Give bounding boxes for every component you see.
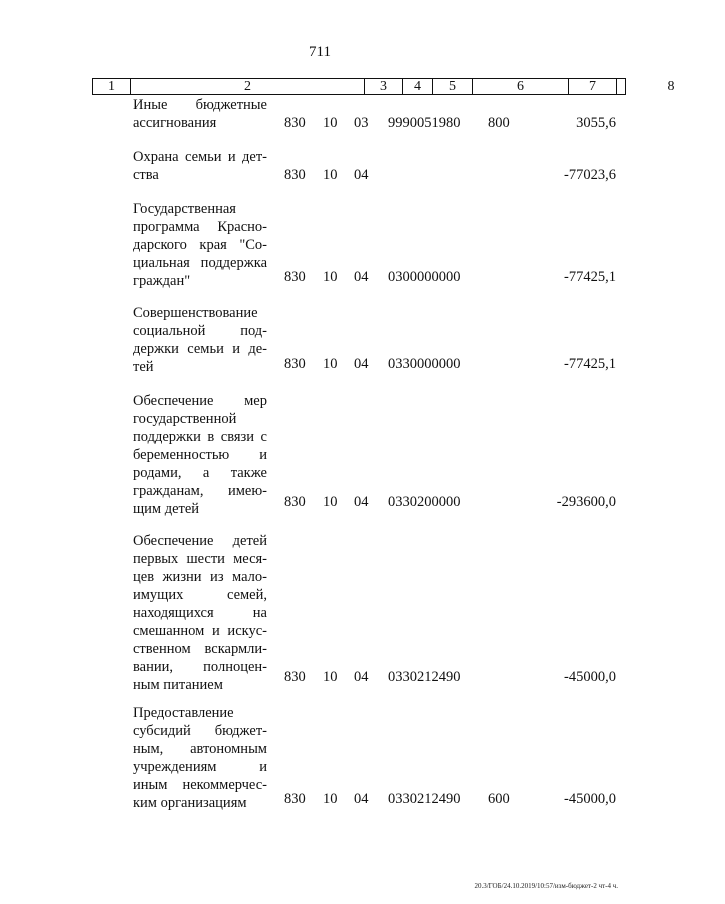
row-name-line: первых шести меся- <box>133 551 267 567</box>
row-name-line: ким организациям <box>133 795 247 811</box>
row-name-line: Обеспечение детей <box>133 533 267 549</box>
col-6-value: 0330212490 <box>388 669 461 685</box>
row-name-line: цев жизни из мало- <box>133 569 267 585</box>
row-name-line: гражданам, имею- <box>133 483 267 499</box>
col-6-value: 0330000000 <box>388 356 461 372</box>
row-name <box>133 704 267 812</box>
row-name-line: Предоставление <box>133 705 234 721</box>
col-7-value: 800 <box>488 115 510 131</box>
col-6-value: 9990051980 <box>388 115 461 131</box>
footer-note: 20.3/ГОБ/24.10.2019/10:57/изм-бюджет-2 чт-4 ч. <box>474 882 618 890</box>
col-4-value: 10 <box>323 669 338 685</box>
col-6-value: 0300000000 <box>388 269 461 285</box>
col-4-value: 10 <box>323 791 338 807</box>
col-5-value: 04 <box>354 269 369 285</box>
row-name-line: иным некоммерчес- <box>133 777 267 793</box>
col-8-value: -77023,6 <box>564 167 616 183</box>
row-name-line: Обеспечение мер <box>133 393 267 409</box>
header-col-2: 2 <box>131 79 365 94</box>
row-name-line: ства <box>133 167 159 183</box>
table-header-row <box>92 78 675 95</box>
row-name-line: поддержки в связи с <box>133 429 267 445</box>
col-7-value: 600 <box>488 791 510 807</box>
col-5-value: 04 <box>354 791 369 807</box>
row-name-line: дарского края "Со- <box>133 237 267 253</box>
col-3-value: 830 <box>284 791 306 807</box>
row-name-line: Охрана семьи и дет- <box>133 149 267 165</box>
row-name-line: ственном вскармли- <box>133 641 267 657</box>
header-col-8: 8 <box>667 79 675 94</box>
row-name-line: ным, автономным <box>133 741 267 757</box>
col-4-value: 10 <box>323 115 338 131</box>
row-name-line: щим детей <box>133 501 200 517</box>
row-name-line: Государственная <box>133 201 236 217</box>
row-name-line: беременностью и <box>133 447 267 463</box>
col-4-value: 10 <box>323 494 338 510</box>
col-3-value: 830 <box>284 269 306 285</box>
row-name <box>133 96 267 132</box>
row-name-line: смешанном и искус- <box>133 623 267 639</box>
row-name-line: Совершенствование <box>133 305 258 321</box>
col-5-value: 03 <box>354 115 369 131</box>
col-3-value: 830 <box>284 115 306 131</box>
col-5-value: 04 <box>354 167 369 183</box>
row-name-line: учреждениям и <box>133 759 267 775</box>
header-col-7: 7 <box>569 79 617 94</box>
col-3-value: 830 <box>284 669 306 685</box>
row-name-line: граждан" <box>133 273 191 289</box>
header-col-3: 3 <box>365 79 403 94</box>
row-name-line: тей <box>133 359 154 375</box>
col-4-value: 10 <box>323 356 338 372</box>
col-5-value: 04 <box>354 494 369 510</box>
col-6-value: 0330200000 <box>388 494 461 510</box>
col-5-value: 04 <box>354 356 369 372</box>
col-8-value: -293600,0 <box>556 494 616 510</box>
row-name-line: родами, а также <box>133 465 267 481</box>
col-4-value: 10 <box>323 167 338 183</box>
row-name-line: находящихся на <box>133 605 267 621</box>
row-name-line: государственной <box>133 411 237 427</box>
col-8-value: 3055,6 <box>576 115 616 131</box>
row-name-line: циальная поддержка <box>133 255 267 271</box>
col-8-value: -45000,0 <box>564 669 616 685</box>
row-name-line: имущих семей, <box>133 587 267 603</box>
col-3-value: 830 <box>284 494 306 510</box>
col-3-value: 830 <box>284 356 306 372</box>
col-3-value: 830 <box>284 167 306 183</box>
row-name <box>133 392 267 518</box>
row-name-line: вании, полноцен- <box>133 659 267 675</box>
page-number: 711 <box>309 44 331 60</box>
header-col-1: 1 <box>93 79 131 94</box>
row-name <box>133 200 267 290</box>
col-8-value: -45000,0 <box>564 791 616 807</box>
col-8-value: -77425,1 <box>564 269 616 285</box>
row-name <box>133 148 267 184</box>
col-8-value: -77425,1 <box>564 356 616 372</box>
row-name-line: программа Красно- <box>133 219 267 235</box>
row-name-line: субсидий бюджет- <box>133 723 267 739</box>
col-4-value: 10 <box>323 269 338 285</box>
row-name-line: социальной под- <box>133 323 267 339</box>
row-name <box>133 532 267 694</box>
row-name <box>133 304 267 376</box>
row-name-line: держки семьи и де- <box>133 341 267 357</box>
row-name-line: ассигнования <box>133 115 217 131</box>
row-name-line: Иные бюджетные <box>133 97 267 113</box>
header-col-6: 6 <box>473 79 569 94</box>
header-col-5: 5 <box>433 79 473 94</box>
col-6-value: 0330212490 <box>388 791 461 807</box>
col-5-value: 04 <box>354 669 369 685</box>
row-name-line: ным питанием <box>133 677 223 693</box>
header-col-4: 4 <box>403 79 433 94</box>
